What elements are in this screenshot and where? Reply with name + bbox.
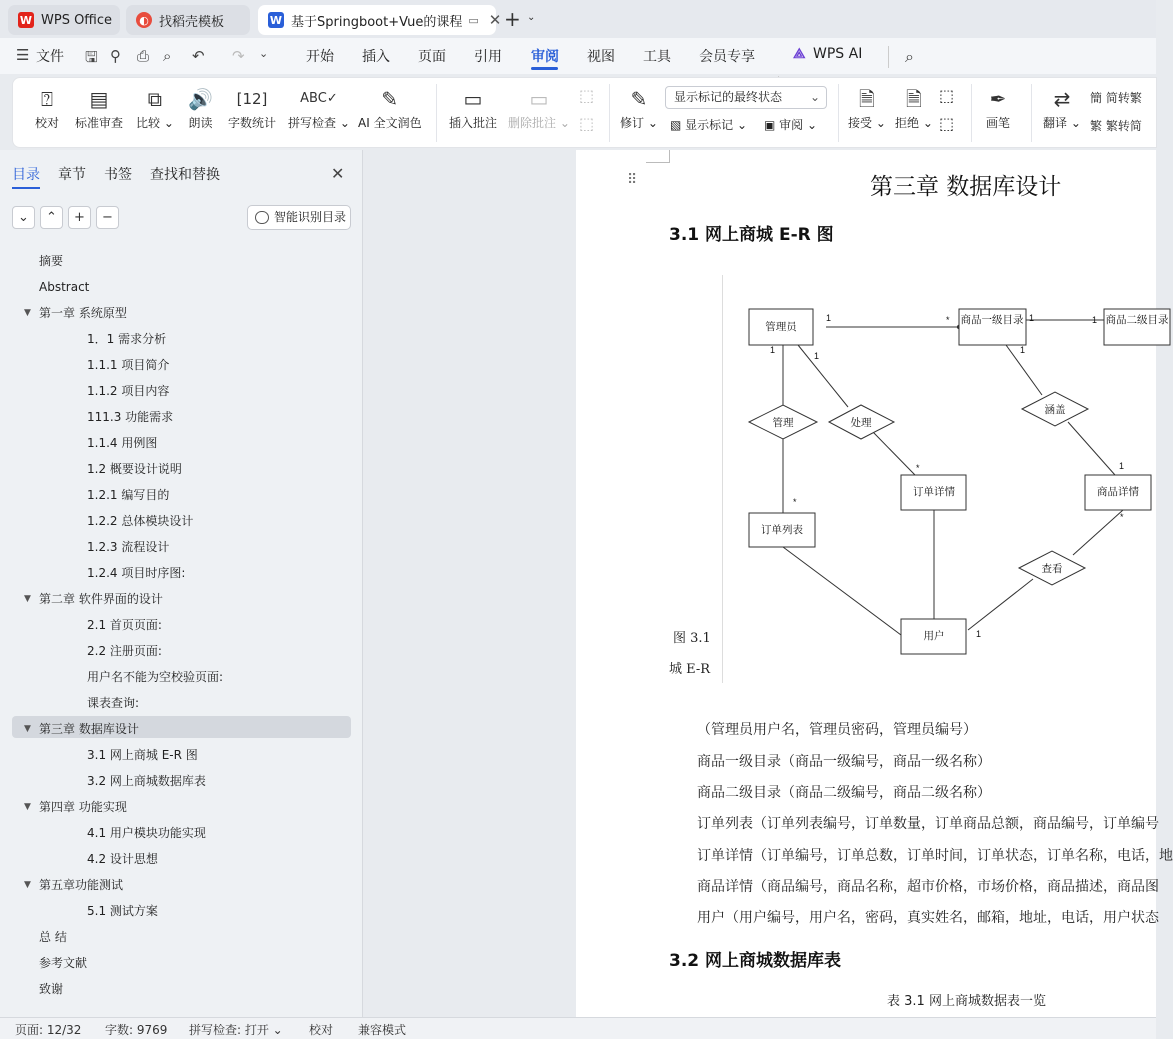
page-margin-corner	[646, 150, 670, 163]
toc-item-label: 致谢	[39, 982, 64, 996]
figure-caption: 图 3.1	[673, 631, 711, 646]
pen-icon: ✒	[989, 87, 1007, 111]
button-label: 智能识别目录	[274, 210, 347, 224]
svg-text:处理: 处理	[850, 417, 872, 429]
button-label: 拼写检查 ⌄	[288, 116, 350, 130]
svg-text:1: 1	[770, 345, 776, 355]
reject-icon: 🗎	[905, 87, 922, 111]
expand-triangle-icon[interactable]: ▼	[24, 594, 31, 604]
wps-ai-icon: ⟁	[793, 46, 806, 62]
review-ribbon	[12, 77, 1157, 148]
button-label: 拒绝 ⌄	[895, 116, 933, 130]
menu-start[interactable]: 开始	[306, 49, 334, 65]
tab-bar	[0, 0, 1156, 38]
tab-chapters[interactable]: 章节	[58, 167, 86, 183]
toc-item-label: 1．1 需求分析	[87, 332, 167, 346]
markup-mode-select[interactable]	[665, 86, 827, 109]
toc-item[interactable]	[87, 378, 169, 404]
er-diagram-svg	[723, 275, 1169, 683]
button-label: 插入批注	[449, 116, 498, 130]
save-icon[interactable]: 🖫	[85, 48, 98, 66]
document-background	[364, 150, 576, 1017]
toc-item[interactable]	[87, 690, 139, 716]
add-heading-button[interactable]: +	[68, 206, 91, 229]
next-change-icon[interactable]: ⬚	[939, 114, 955, 133]
translate-icon: ⇄	[1053, 87, 1071, 111]
to-traditional-button[interactable]: 簡 简转繁	[1090, 91, 1142, 105]
toc-item[interactable]	[87, 820, 206, 846]
standard-review-icon: ▤	[89, 87, 109, 111]
svg-text:1: 1	[826, 313, 832, 323]
tab-toc[interactable]: 目录	[12, 167, 40, 183]
toc-item-label: 参考文献	[39, 956, 88, 970]
svg-text:订单详情: 订单详情	[913, 486, 955, 498]
tab-document[interactable]	[258, 5, 502, 35]
toc-item[interactable]	[87, 404, 173, 430]
wps-logo-icon: W	[19, 13, 33, 27]
ai-polish-icon: ✎	[381, 87, 399, 111]
toc-item-label: 1.2 概要设计说明	[87, 462, 182, 476]
menu-divider	[888, 46, 889, 68]
svg-text:管理: 管理	[772, 417, 794, 429]
translate-button[interactable]	[1043, 84, 1081, 131]
toc-item[interactable]	[87, 508, 193, 534]
toc-item[interactable]	[39, 924, 67, 950]
compare-icon: ⧉	[147, 87, 163, 111]
svg-text:1: 1	[814, 351, 820, 361]
ribbon-divider	[609, 84, 610, 142]
toc-item[interactable]	[87, 846, 158, 872]
proofread-status[interactable]: 校对	[309, 1023, 334, 1037]
toc-item-label: 3.1 网上商城 E-R 图	[87, 748, 198, 762]
select-value: 显示标记的最终状态	[674, 90, 783, 104]
svg-text:查看: 查看	[1041, 563, 1063, 575]
toc-item-label: 1.2.1 编写目的	[87, 488, 170, 502]
button-label: 校对	[35, 116, 60, 130]
button-label: 修订 ⌄	[620, 116, 658, 130]
standard-review-button[interactable]	[75, 84, 123, 131]
button-label: 翻译 ⌄	[1043, 116, 1081, 130]
section-heading-3-2: 3.2 网上商城数据库表	[669, 951, 842, 971]
toc-item-label: 第三章 数据库设计	[39, 722, 139, 736]
expand-triangle-icon[interactable]: ▼	[24, 880, 31, 890]
toc-item-label: Abstract	[39, 280, 90, 294]
toc-item[interactable]	[87, 326, 166, 352]
toc-item-label: 1.1.4 用例图	[87, 436, 158, 450]
svg-text:1: 1	[1119, 461, 1125, 471]
tab-find-replace[interactable]: 查找和替换	[150, 167, 220, 183]
delete-comment-icon: ▭	[529, 87, 549, 111]
menu-reference[interactable]: 引用	[474, 49, 502, 65]
to-simplified-button[interactable]: 繁 繁转简	[1090, 119, 1142, 133]
spell-check-button[interactable]	[288, 84, 350, 131]
svg-text:*: *	[946, 315, 950, 325]
hamburger-icon[interactable]: ☰	[16, 46, 30, 64]
paragraph: 商品二级目录（商品二级编号，商品二级名称）	[697, 785, 991, 801]
section-heading-3-1: 3.1 网上商城 E-R 图	[669, 225, 834, 245]
toc-item[interactable]	[87, 482, 169, 508]
toc-item-label: 总 结	[39, 930, 67, 944]
reject-button[interactable]	[895, 84, 933, 131]
menu-membership[interactable]: 会员专享	[699, 49, 755, 65]
screen-icon: ▭	[468, 13, 479, 27]
toc-item[interactable]	[39, 950, 87, 976]
toc-item[interactable]	[39, 248, 63, 274]
print-preview-icon[interactable]: ⌕	[163, 47, 172, 65]
paragraph: 商品一级目录（商品一级编号，商品一级名称）	[697, 754, 991, 770]
delete-comment-button[interactable]	[508, 84, 570, 131]
tab-label: 找稻壳模板	[159, 14, 225, 30]
expand-triangle-icon[interactable]: ▼	[24, 802, 31, 812]
button-label: 接受 ⌄	[848, 116, 886, 130]
navigation-pane	[0, 150, 363, 1017]
button-label: 字数统计	[228, 116, 277, 130]
close-tab-icon[interactable]: ✕	[488, 11, 502, 29]
paragraph: 用户（用户编号，用户名，密码，真实姓名，邮箱，地址，电话，用户状态	[697, 910, 1159, 926]
docer-icon: ◐	[136, 12, 152, 28]
ribbon-divider	[436, 84, 437, 142]
svg-text:1: 1	[976, 629, 982, 639]
smart-toc-icon	[255, 211, 269, 224]
chevron-down-icon[interactable]: ⌄	[527, 12, 536, 23]
insert-comment-icon: ▭	[463, 87, 483, 111]
paragraph: 商品详情（商品编号，商品名称，超市价格，市场价格，商品描述，商品图	[697, 879, 1159, 895]
ribbon-divider	[971, 84, 972, 142]
menu-wps-ai[interactable]: WPS AI	[813, 46, 863, 62]
ai-polish-button[interactable]	[358, 84, 422, 131]
drag-handle-icon[interactable]: ⠿	[627, 172, 637, 188]
chapter-title: 第三章 数据库设计	[870, 174, 1062, 200]
accept-icon: 🗎	[858, 87, 875, 111]
paragraph: 订单列表（订单列表编号，订单数量，订单商品总额，商品编号，订单编号	[697, 816, 1159, 832]
word-count-button[interactable]	[228, 84, 276, 131]
toc-item[interactable]	[87, 742, 198, 768]
ribbon-divider	[838, 84, 839, 142]
toc-item-label: 用户名不能为空校验页面:	[87, 670, 224, 684]
svg-text:1: 1	[1020, 345, 1026, 355]
toc-item[interactable]	[87, 430, 157, 456]
new-tab-icon[interactable]: +	[504, 7, 521, 31]
paragraph: 订单详情（订单编号，订单总数，订单时间，订单状态，订单名称，电话，地	[697, 848, 1173, 864]
toc-item-label: 1.2.2 总体模块设计	[87, 514, 194, 528]
toc-item-label: 第五章功能测试	[39, 878, 124, 892]
toc-item-label: 第二章 软件界面的设计	[39, 592, 163, 606]
button-label: 比较 ⌄	[136, 116, 174, 130]
toc-item[interactable]	[24, 716, 139, 742]
active-tab-underline	[12, 187, 40, 189]
svg-text:1: 1	[1029, 313, 1035, 323]
toc-item-label: 1.1.1 项目简介	[87, 358, 170, 372]
toc-item-label: 111.3 功能需求	[87, 410, 174, 424]
review-pane-button[interactable]: ▣ 审阅 ⌄	[764, 118, 818, 132]
toc-item-label: 2.1 首页页面:	[87, 618, 162, 632]
svg-text:涵盖: 涵盖	[1044, 404, 1066, 416]
menu-tools[interactable]: 工具	[643, 49, 671, 65]
collapse-down-button[interactable]: ⌄	[12, 206, 35, 229]
collapse-up-button[interactable]: ⌃	[40, 206, 63, 229]
toc-item-label: 4.1 用户模块功能实现	[87, 826, 206, 840]
toc-item-label: 5.1 测试方案	[87, 904, 158, 918]
next-comment-icon[interactable]: ⬚	[579, 114, 595, 133]
page-indicator[interactable]: 页面: 12/32	[15, 1023, 82, 1037]
proofread-icon: ⍰	[41, 87, 53, 111]
toc-item[interactable]	[87, 456, 182, 482]
print-icon[interactable]: ⎙	[137, 47, 150, 65]
toc-item[interactable]	[24, 794, 127, 820]
button-label: 画笔	[986, 116, 1011, 130]
menu-review[interactable]: 审阅	[531, 49, 559, 65]
toc-item-label: 课表查询:	[87, 696, 140, 710]
svg-text:商品详情: 商品详情	[1097, 486, 1139, 498]
toc-item-label: 4.2 设计思想	[87, 852, 158, 866]
remove-heading-button[interactable]: −	[96, 206, 119, 229]
toc-item[interactable]	[24, 586, 163, 612]
toc-item[interactable]	[87, 352, 169, 378]
word-count-icon: [12]	[236, 90, 268, 108]
toc-item[interactable]	[24, 300, 127, 326]
figure-caption-continued: 城 E-R	[669, 662, 711, 677]
svg-text:订单列表: 订单列表	[761, 524, 803, 536]
track-changes-icon: ✎	[630, 87, 648, 111]
show-markup-button[interactable]: ▧ 显示标记 ⌄	[670, 118, 748, 132]
toc-item-label: 2.2 注册页面:	[87, 644, 162, 658]
svg-text:商品一级目录: 商品一级目录	[960, 314, 1024, 326]
accept-button[interactable]	[848, 84, 886, 131]
toc-item-label: 摘要	[39, 254, 64, 268]
active-menu-underline	[531, 67, 558, 70]
menu-view[interactable]: 视图	[587, 49, 615, 65]
smart-toc-button[interactable]	[247, 205, 351, 230]
button-label: AI 全文润色	[358, 116, 422, 130]
toc-item[interactable]	[87, 560, 185, 586]
read-aloud-button[interactable]	[188, 84, 213, 131]
compat-mode-status: 兼容模式	[358, 1023, 407, 1037]
toc-item[interactable]	[87, 612, 162, 638]
spell-check-icon: ABC✓	[300, 91, 338, 106]
search-icon[interactable]: ⌕	[905, 47, 914, 66]
tab-label: WPS Office	[41, 12, 113, 28]
previous-change-icon[interactable]: ⬚	[939, 86, 955, 105]
svg-text:管理员: 管理员	[765, 321, 797, 333]
track-changes-button[interactable]	[620, 84, 658, 131]
share-icon[interactable]: ⚲	[110, 47, 121, 65]
previous-comment-icon[interactable]: ⬚	[579, 86, 595, 105]
menu-file[interactable]: 文件	[36, 49, 64, 65]
menu-insert[interactable]: 插入	[362, 49, 390, 65]
svg-text:1: 1	[1092, 315, 1098, 325]
word-count-status[interactable]: 字数: 9769	[105, 1023, 168, 1037]
svg-text:*: *	[793, 497, 797, 507]
tab-label: 基于Springboot+Vue的课程	[291, 14, 463, 30]
expand-triangle-icon[interactable]: ▼	[24, 724, 31, 734]
word-doc-icon: W	[269, 13, 283, 27]
redo-icon[interactable]: ↷	[232, 47, 245, 65]
svg-text:*: *	[916, 463, 920, 473]
button-label: 标准审查	[75, 116, 124, 130]
svg-text:商品二级目录: 商品二级目录	[1105, 314, 1169, 326]
chevron-down-icon: ⌄	[809, 90, 820, 104]
tab-docer[interactable]	[126, 5, 250, 35]
svg-text:*: *	[1120, 512, 1124, 522]
toc-item[interactable]	[87, 638, 162, 664]
button-label: 删除批注 ⌄	[508, 116, 570, 130]
toc-item[interactable]	[39, 976, 63, 1002]
more-chevron-icon[interactable]: ⌄	[259, 47, 269, 60]
toc-item[interactable]	[87, 768, 206, 794]
svg-text:用户: 用户	[923, 630, 945, 642]
toc-item-label: 3.2 网上商城数据库表	[87, 774, 206, 788]
toc-item-label: 第一章 系统原型	[39, 306, 127, 320]
status-bar	[0, 1017, 1156, 1039]
menu-bar	[0, 38, 1156, 74]
menu-page[interactable]: 页面	[418, 49, 446, 65]
toc-item-label: 1.2.3 流程设计	[87, 540, 170, 554]
button-label: 朗读	[188, 116, 213, 130]
toc-item-label: 1.2.4 项目时序图:	[87, 566, 186, 580]
compare-button[interactable]	[136, 84, 174, 131]
tab-bookmarks[interactable]: 书签	[104, 167, 132, 183]
toc-item[interactable]	[87, 534, 169, 560]
table-caption: 表 3.1 网上商城数据表一览	[887, 994, 1046, 1009]
insert-comment-button[interactable]	[449, 84, 497, 131]
ribbon-divider	[1031, 84, 1032, 142]
toc-item-label: 第四章 功能实现	[39, 800, 127, 814]
read-aloud-icon: 🔊	[188, 87, 213, 111]
paragraph: （管理员用户名，管理员密码，管理员编号）	[697, 722, 977, 738]
pen-button[interactable]	[986, 84, 1010, 131]
er-diagram	[722, 275, 1169, 683]
spell-check-status[interactable]: 拼写检查: 打开 ⌄	[189, 1023, 283, 1037]
close-pane-icon[interactable]: ✕	[331, 164, 345, 183]
toc-item[interactable]	[24, 872, 124, 898]
expand-triangle-icon[interactable]: ▼	[24, 308, 31, 318]
toc-item[interactable]	[39, 274, 89, 300]
undo-icon[interactable]: ↶	[192, 47, 205, 65]
toc-item[interactable]	[87, 898, 158, 924]
toc-item-label: 1.1.2 项目内容	[87, 384, 170, 398]
proofread-button[interactable]	[35, 84, 59, 131]
tab-wps-office[interactable]	[8, 5, 120, 35]
toc-item[interactable]	[87, 664, 223, 690]
